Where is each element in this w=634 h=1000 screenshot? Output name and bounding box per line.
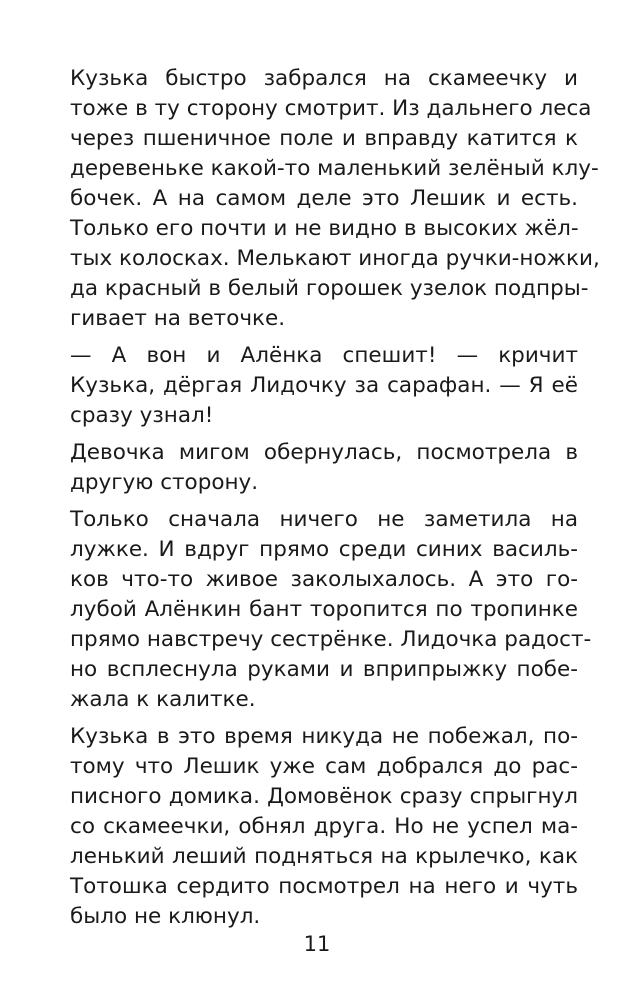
text-line: ленький леший подняться на крылечко, как: [70, 844, 578, 869]
paragraph-2: [70, 341, 578, 431]
body-text: [70, 64, 600, 932]
text-line: было не клюнул.: [70, 904, 261, 929]
text-line: деревеньке какой-то маленький зелёный клу-: [70, 156, 599, 181]
text-line: писного домика. Домовёнок сразу спрыгнул: [70, 784, 578, 809]
text-line: жала к калитке.: [70, 687, 256, 712]
text-line: прямо навстречу сестрёнке. Лидочка радост-: [70, 627, 592, 652]
paragraph-4: [70, 505, 592, 715]
text-line: Только сначала ничего не заметила на: [70, 507, 578, 532]
text-line: гивает на веточке.: [70, 306, 286, 331]
text-line: другую сторону.: [70, 470, 259, 495]
text-line: но всплеснула руками и вприпрыжку побе-: [70, 657, 578, 682]
text-line: тых колосках. Мелькают иногда ручки-ножки,: [70, 246, 600, 271]
paragraph-5: [70, 722, 578, 932]
text-line: Кузька в это время никуда не побежал, по-: [70, 724, 578, 749]
paragraph-1: [70, 64, 600, 334]
text-line: лужке. И вдруг прямо среди синих василь-: [70, 537, 578, 562]
text-line: бочек. А на самом деле это Лешик и есть.: [70, 186, 578, 211]
text-line: Кузька, дёргая Лидочку за сарафан. — Я её: [70, 373, 578, 398]
paragraph-3: [70, 438, 578, 498]
text-line: лубой Алёнкин бант торопится по тропинке: [70, 597, 578, 622]
text-line: тоже в ту сторону смотрит. Из дальнего леса: [70, 96, 592, 121]
text-line: через пшеничное поле и вправду катится к: [70, 126, 578, 151]
text-line: Девочка мигом обернулась, посмотрела в: [70, 440, 578, 465]
text-line: тому что Лешик уже сам добрался до рас-: [70, 754, 578, 779]
text-line: ков что-то живое заколыхалось. А это го-: [70, 567, 578, 592]
text-line: сразу узнал!: [70, 403, 214, 428]
text-line: со скамеечки, обнял друга. Но не успел ма-: [70, 814, 578, 839]
page-number: 11: [303, 932, 331, 956]
text-line: — А вон и Алёнка спешит! — кричит: [70, 343, 578, 368]
text-line: Тотошка сердито посмотрел на него и чуть: [70, 874, 578, 899]
text-line: да красный в белый горошек узелок подпры-: [70, 276, 589, 301]
text-line: Только его почти и не видно в высоких жёл-: [70, 216, 579, 241]
text-line: Кузька быстро забрался на скамеечку и: [70, 66, 578, 91]
